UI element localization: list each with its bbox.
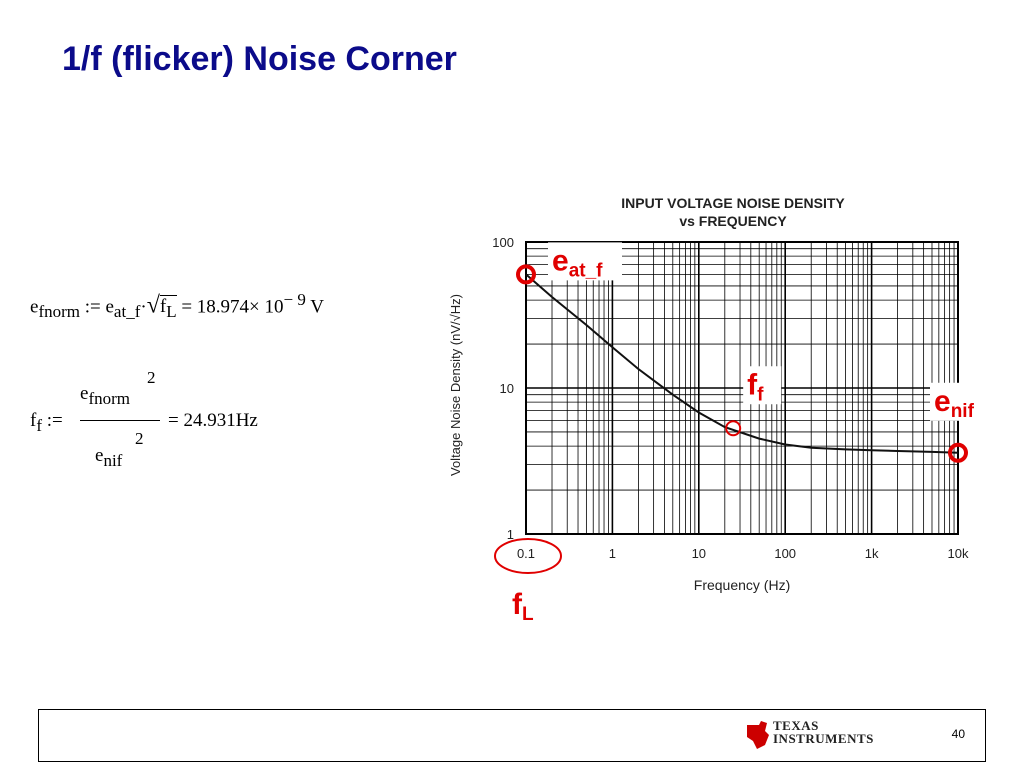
x-tick-label: 100 — [774, 546, 797, 561]
x-axis-label: Frequency (Hz) — [693, 577, 791, 593]
slide-footer — [38, 709, 986, 762]
x-tick-label: 0.1 — [516, 546, 536, 561]
eq2-fraction-bar — [80, 420, 160, 421]
eq2-num-base: e — [80, 383, 89, 404]
eq1-exponent: − 9 — [283, 290, 306, 309]
eq2-den-sub: nif — [103, 450, 123, 470]
y-tick-label: 1 — [506, 527, 514, 542]
x-tick-labels — [517, 546, 969, 561]
eq1-equals: = 18.974× 10 — [181, 296, 284, 318]
chart-title: INPUT VOLTAGE NOISE DENSITY — [621, 195, 845, 211]
eq1-assign: := e — [84, 296, 114, 318]
ti-wordmark-line2: INSTRUMENTS — [773, 731, 874, 746]
eq2-num-sub: fnorm — [88, 388, 130, 408]
marker-label: $f_f$ — [747, 368, 764, 406]
eq2-assign: := — [46, 410, 63, 431]
equation-fnorm — [30, 290, 324, 322]
page-number: 40 — [951, 727, 965, 741]
chart-subtitle: vs FREQUENCY — [679, 213, 787, 229]
eq2-numerator — [80, 383, 130, 409]
x-tick-label: 1k — [864, 546, 879, 561]
marker-label: $e_{at\_f}$ — [552, 244, 603, 282]
eq2-result: = 24.931Hz — [168, 410, 258, 431]
noise-density-chart — [440, 185, 1000, 625]
noise-density-line — [526, 274, 958, 452]
y-tick-label: 100 — [492, 235, 514, 250]
y-axis-label: Voltage Noise Density (nV/√Hz) — [448, 294, 463, 476]
eq1-sqrt-sub: L — [166, 302, 177, 322]
x-tick-label: 1 — [608, 546, 617, 561]
slide-title: 1/f (flicker) Noise Corner — [62, 40, 457, 78]
eq2-denominator — [95, 445, 122, 471]
eq1-lhs-sub: fnorm — [38, 302, 80, 322]
x-tick-label: 10k — [947, 546, 969, 561]
texas-instruments-wordmark — [773, 719, 874, 745]
eq2-den-exp: 2 — [135, 429, 144, 448]
ti-wordmark-line1: TEXAS — [773, 718, 819, 733]
marker-label: $f_L$ — [512, 588, 534, 625]
marker-label: $e_{nif}$ — [934, 384, 974, 422]
equation-ff — [30, 410, 63, 436]
eq2-num-exp: 2 — [147, 368, 156, 387]
y-tick-labels — [492, 235, 514, 542]
eq1-sqrt-radicand — [159, 295, 177, 322]
eq2-lhs-sub: f — [36, 415, 42, 435]
x-tick-label: 10 — [691, 546, 707, 561]
y-tick-label: 10 — [499, 381, 514, 396]
eq2-lhs-base: f — [30, 410, 37, 431]
eq2-den-base: e — [95, 445, 104, 466]
eq1-lhs-base: e — [30, 296, 39, 318]
sqrt-icon: √ — [146, 292, 160, 319]
chart-grid — [526, 242, 958, 534]
eq1-dot: · — [140, 296, 147, 318]
eq1-term-sub: at_f — [113, 302, 141, 322]
eq1-sqrt-base: f — [159, 296, 167, 318]
eq1-unit: V — [310, 296, 325, 318]
